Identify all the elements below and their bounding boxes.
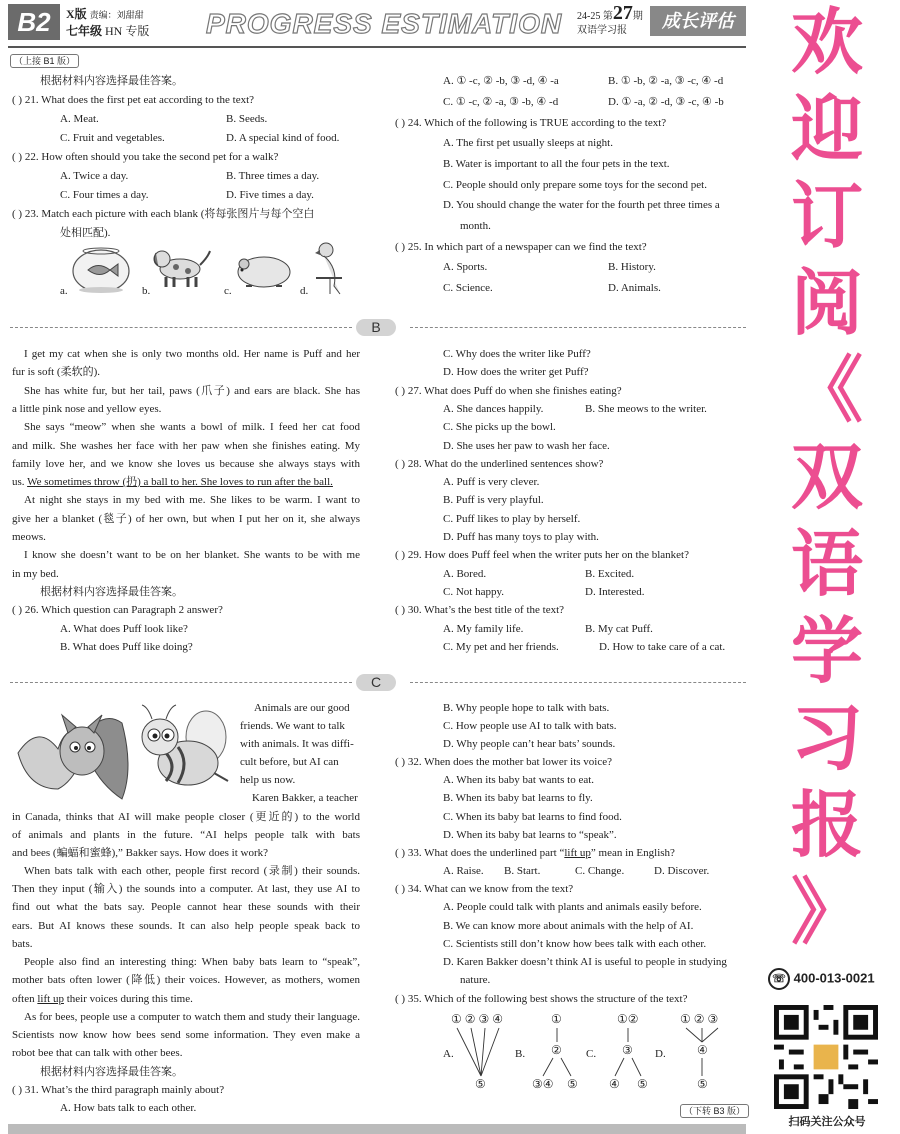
q23-option-b: B. ① -b, ② -a, ③ -c, ④ -d	[608, 75, 724, 87]
passage-b-line: I know she doesn’t want to be on her blanket. She wants to be with me	[24, 549, 360, 561]
qr-caption: 扫码关注公众号	[788, 1116, 866, 1128]
passage-b-line: family love her, and we know she loves us because she always stays with	[12, 458, 360, 470]
section-c-label: C	[356, 674, 396, 691]
q21-option-d: D. A special kind of food.	[226, 132, 340, 144]
q32-option-b: B. When its baby bat learns to fly.	[443, 792, 593, 804]
passage-c-line: Karen Bakker, a teacher	[252, 792, 358, 804]
q32-stem: ( ) 32. When does the mother bat lower its voice?	[395, 756, 612, 768]
passage-c-line: in Canada, thinks that AI will make people closer (更近的) to the world	[12, 811, 360, 823]
q34-stem: ( ) 34. What can we know from the text?	[395, 883, 574, 895]
separator-c-left	[10, 682, 352, 683]
q31-option-c: C. How people use AI to talk with bats.	[443, 720, 617, 732]
ad-char: 习	[790, 696, 863, 780]
q30-option-d: D. How to take care of a cat.	[599, 641, 726, 653]
editor: 责编：刘甜甜	[89, 10, 144, 20]
passage-c-text: their voices during this time.	[63, 993, 193, 1005]
ad-char: 欢	[790, 0, 863, 84]
paper-name: 双语学习报	[577, 25, 627, 36]
passage-c-line: mother bats often lower (降低) their voices. However, as mothers, women	[12, 974, 360, 986]
section-b-label: B	[356, 319, 396, 336]
diagram-c-top: ①②	[617, 1012, 639, 1026]
q34-option-d-cont: nature.	[460, 974, 491, 986]
passage-c-line: cult before, but AI can	[240, 756, 339, 768]
diagram-d-mid: ④	[697, 1043, 708, 1057]
passage-c-line: with animals. It was diffi-	[240, 738, 354, 750]
separator-c-right	[410, 682, 746, 683]
q28-stem: ( ) 28. What do the underlined sentences show?	[395, 458, 604, 470]
passage-b-line: At night she stays in my bed with me. She likes to be warm. I want to	[24, 494, 360, 506]
diagram-d-top: ① ② ③	[680, 1012, 719, 1026]
pic-label-d: d.	[300, 285, 309, 297]
diagram-c-bottom-left: ④	[609, 1077, 620, 1091]
passage-b-line: She has white fur, but her tail, paws (爪子) and ears are black. She has	[24, 385, 360, 397]
continued-to: （下转 B3 版）	[680, 1104, 749, 1118]
q25-option-a: A. Sports.	[443, 261, 488, 273]
region: HN 专版	[105, 24, 150, 38]
q33-stem	[395, 844, 675, 862]
q33-stem-post: ” mean in English?	[590, 847, 675, 859]
q22-option-d: D. Five times a day.	[226, 189, 314, 201]
passage-b-line: I get my cat when she is only two months old. Her name is Puff and her	[24, 348, 360, 360]
passage-c-line: of animals and plants in the future. “AI helps people talk with bats	[12, 829, 360, 841]
passage-b-line: fur is soft (柔软的).	[12, 366, 100, 378]
diagram-a-bottom: ⑤	[475, 1077, 486, 1091]
q31-stem: ( ) 31. What’s the third paragraph mainly about?	[12, 1084, 225, 1096]
q21-option-a: A. Meat.	[60, 113, 99, 125]
passage-c-line: People also find an interesting thing: When baby bats learn to “speak”,	[24, 956, 360, 968]
q32-option-c: C. When its baby bat learns to find food.	[443, 811, 622, 823]
passage-b-line: and milk. She washes her face with her paw when she finishes eating. My	[12, 440, 360, 452]
q24-option-c: C. People should only prepare some toys for the second pet.	[443, 179, 707, 191]
passage-c-line: As for bees, people use a computer to watch them and study their language.	[24, 1011, 360, 1023]
passage-b-line: give her a blanket (毯子) of her own, but when I put her on it, she always	[12, 513, 360, 525]
q26-option-b: B. What does Puff like doing?	[60, 641, 193, 653]
diagram-b-top: ①	[551, 1012, 562, 1026]
diagram-a-top: ① ② ③ ④	[451, 1012, 504, 1026]
q32-option-a: A. When its baby bat wants to eat.	[443, 774, 595, 786]
pic-label-b: b.	[142, 285, 151, 297]
separator-b-right	[410, 327, 746, 328]
passage-b-text: us.	[12, 476, 28, 488]
q22-stem: ( ) 22. How often should you take the second pet for a walk?	[12, 151, 279, 163]
instruction-c: 根据材料内容选择最佳答案。	[40, 1066, 183, 1078]
ad-char: 迎	[790, 87, 863, 171]
grade: 七年级	[66, 24, 103, 38]
ad-char: 阅	[790, 261, 863, 345]
q29-stem: ( ) 29. How does Puff feel when the writer puts her on the blanket?	[395, 549, 689, 561]
ad-char: 订	[790, 174, 863, 258]
parrot-picture	[312, 240, 352, 296]
page-logo: B2	[8, 4, 60, 40]
q24-option-d-cont: month.	[460, 220, 491, 232]
q25-option-b: B. History.	[608, 261, 656, 273]
q27-option-d: D. She uses her paw to wash her face.	[443, 440, 610, 452]
diagram-d-bottom: ⑤	[697, 1077, 708, 1091]
hamster-picture	[232, 250, 294, 290]
q24-option-d: D. You should change the water for the fourth pet three times a	[443, 199, 720, 211]
diagram-c-mid: ③	[622, 1043, 633, 1057]
q29-option-b: B. Excited.	[585, 568, 635, 580]
q22-option-b: B. Three times a day.	[226, 170, 320, 182]
edition: X版	[66, 7, 87, 21]
q35-option-a-label: A.	[443, 1048, 454, 1060]
phone-number: 400-013-0021	[793, 970, 875, 986]
q28-option-a: A. Puff is very clever.	[443, 476, 540, 488]
passage-c-line: ears. But AI knows these sounds. It can also help people speak back to	[12, 920, 360, 932]
diagram-b-mid: ②	[551, 1043, 562, 1057]
q27-option-b: B. She meows to the writer.	[585, 403, 707, 415]
passage-b-line: meows.	[12, 531, 46, 543]
q24-stem: ( ) 24. Which of the following is TRUE according to the text?	[395, 117, 667, 129]
q23-option-d: D. ① -a, ② -d, ③ -c, ④ -b	[608, 96, 724, 108]
q23-stem-cont: 处相匹配).	[60, 227, 111, 239]
qr-code[interactable]	[774, 1005, 878, 1109]
phone-line	[768, 968, 888, 990]
q34-option-d: D. Karen Bakker doesn’t think AI is useful to people in studying	[443, 956, 727, 968]
q35-stem: ( ) 35. Which of the following best shows the structure of the text?	[395, 993, 688, 1005]
q23-option-a: A. ① -c, ② -b, ③ -d, ④ -a	[443, 75, 559, 87]
q33-option-d: D. Discover.	[654, 865, 710, 877]
bat-and-bee-illustration	[10, 693, 238, 805]
q34-option-b: B. We can know more about animals with the help of AI.	[443, 920, 694, 932]
ad-char: 学	[790, 609, 863, 693]
q30-stem: ( ) 30. What’s the best title of the text?	[395, 604, 565, 616]
q33-option-c: C. Change.	[575, 865, 625, 877]
fishbowl-picture	[70, 244, 132, 294]
q21-stem: ( ) 21. What does the first pet eat according to the text?	[12, 94, 255, 106]
passage-c-text: often	[12, 993, 38, 1005]
q26-option-c: C. Why does the writer like Puff?	[443, 348, 591, 360]
q31-option-a: A. How bats talk to each other.	[60, 1102, 197, 1114]
dog-picture	[150, 245, 212, 290]
q21-option-b: B. Seeds.	[226, 113, 268, 125]
issue-number: 27	[612, 2, 633, 24]
q28-option-c: C. Puff likes to play by herself.	[443, 513, 581, 525]
q28-option-b: B. Puff is very playful.	[443, 494, 544, 506]
q27-option-c: C. She picks up the bowl.	[443, 421, 556, 433]
underlined-lift-up: lift up	[37, 993, 64, 1005]
passage-c-line: Animals are our good	[254, 702, 350, 714]
q31-option-b: B. Why people hope to talk with bats.	[443, 702, 610, 714]
q24-option-b: B. Water is important to all the four pets in the text.	[443, 158, 670, 170]
separator-b-left	[10, 327, 352, 328]
instruction-a: 根据材料内容选择最佳答案。	[40, 75, 183, 87]
ad-char: 《	[790, 348, 863, 432]
ad-char: 》	[790, 870, 863, 954]
passage-c-line: find out what the bats say. People cannot hear these sounds with their	[12, 901, 360, 913]
q31-option-d: D. Why people can’t hear bats’ sounds.	[443, 738, 616, 750]
passage-c-line: robot bee that can talk with other bees.	[12, 1047, 183, 1059]
q25-stem: ( ) 25. In which part of a newspaper can we find the text?	[395, 241, 647, 253]
q22-option-a: A. Twice a day.	[60, 170, 129, 182]
continued-from: （上接 B1 版）	[10, 54, 79, 68]
instruction-b: 根据材料内容选择最佳答案。	[40, 586, 183, 598]
q25-option-d: D. Animals.	[608, 282, 661, 294]
passage-c-line: Then they input (输入) the sounds into a computer. At last, they use AI to	[12, 883, 360, 895]
q32-option-d: D. When its baby bat learns to “speak”.	[443, 829, 617, 841]
passage-b-line	[12, 473, 333, 491]
phone-icon: ☏	[768, 968, 790, 990]
q25-option-c: C. Science.	[443, 282, 493, 294]
passage-c-line: and bees (蝙蝠和蜜蜂),” Bakker says. How does it work?	[12, 847, 268, 859]
passage-c-line	[12, 990, 193, 1008]
issue-prefix: 24-25 第	[577, 11, 613, 22]
q34-option-a: A. People could talk with plants and animals easily before.	[443, 901, 702, 913]
q33-stem-pre: ( ) 33. What does the underlined part “	[395, 847, 565, 859]
ad-char: 双	[790, 435, 863, 519]
q35-option-b-label: B.	[515, 1048, 526, 1060]
issue-suffix: 期	[632, 11, 643, 22]
q34-option-c: C. Scientists still don’t know how bees talk with each other.	[443, 938, 707, 950]
q26-stem: ( ) 26. Which question can Paragraph 2 answer?	[12, 604, 223, 616]
pic-label-a: a.	[60, 285, 68, 297]
edition-info	[66, 6, 149, 39]
q33-underlined: lift up	[564, 847, 591, 859]
passage-c-line: When bats talk with each other, people first record (录制) their sounds.	[24, 865, 360, 877]
brand-title: PROGRESS ESTIMATION	[206, 8, 563, 39]
q35-option-c-label: C.	[586, 1048, 597, 1060]
q33-option-b: B. Start.	[504, 865, 541, 877]
q24-option-a: A. The first pet usually sleeps at night.	[443, 137, 613, 149]
diagram-b-bottom-right: ⑤	[567, 1077, 578, 1091]
q30-option-b: B. My cat Puff.	[585, 623, 653, 635]
passage-c-line: Scientists now know how bees send some information. They even make a	[12, 1029, 360, 1041]
q27-option-a: A. She dances happily.	[443, 403, 544, 415]
issue-info	[577, 2, 643, 38]
q28-option-d: D. Puff has many toys to play with.	[443, 531, 599, 543]
q30-option-c: C. My pet and her friends.	[443, 641, 559, 653]
slogan: 成长评估	[650, 6, 746, 36]
q29-option-a: A. Bored.	[443, 568, 487, 580]
passage-b-line: She says “meow” when she wants a bowl of milk. I feed her cat food	[24, 421, 360, 433]
q21-option-c: C. Fruit and vegetables.	[60, 132, 165, 144]
q23-stem: ( ) 23. Match each picture with each blank (将每张图片与每个空白	[12, 208, 315, 220]
passage-b-line: a little pink nose and yellow eyes.	[12, 403, 162, 415]
header-rule	[8, 46, 746, 48]
page-header	[0, 0, 770, 46]
q26-option-d: D. How does the writer get Puff?	[443, 366, 589, 378]
q29-option-d: D. Interested.	[585, 586, 645, 598]
passage-c-line: friends. We want to talk	[240, 720, 345, 732]
q26-option-a: A. What does Puff look like?	[60, 623, 188, 635]
diagram-b-bottom-left: ③④	[532, 1077, 554, 1091]
q30-option-a: A. My family life.	[443, 623, 524, 635]
ad-char: 语	[790, 522, 863, 606]
bottom-bar	[8, 1124, 746, 1134]
q27-stem: ( ) 27. What does Puff do when she finishes eating?	[395, 385, 622, 397]
diagram-c-bottom-right: ⑤	[637, 1077, 648, 1091]
underlined-sentences: We sometimes throw (扔) a ball to her. She loves to run after the ball.	[27, 476, 333, 488]
q35-option-d-label: D.	[655, 1048, 666, 1060]
passage-c-line: bats.	[12, 938, 33, 950]
q33-option-a: A. Raise.	[443, 865, 484, 877]
passage-b-line: in my bed.	[12, 568, 59, 580]
q35-diagram-lines	[440, 1024, 740, 1078]
q23-option-c: C. ① -c, ② -a, ③ -b, ④ -d	[443, 96, 559, 108]
ad-char: 报	[790, 783, 863, 867]
passage-c-line: help us now.	[240, 774, 296, 786]
pic-label-c: c.	[224, 285, 232, 297]
q29-option-c: C. Not happy.	[443, 586, 505, 598]
q22-option-c: C. Four times a day.	[60, 189, 149, 201]
